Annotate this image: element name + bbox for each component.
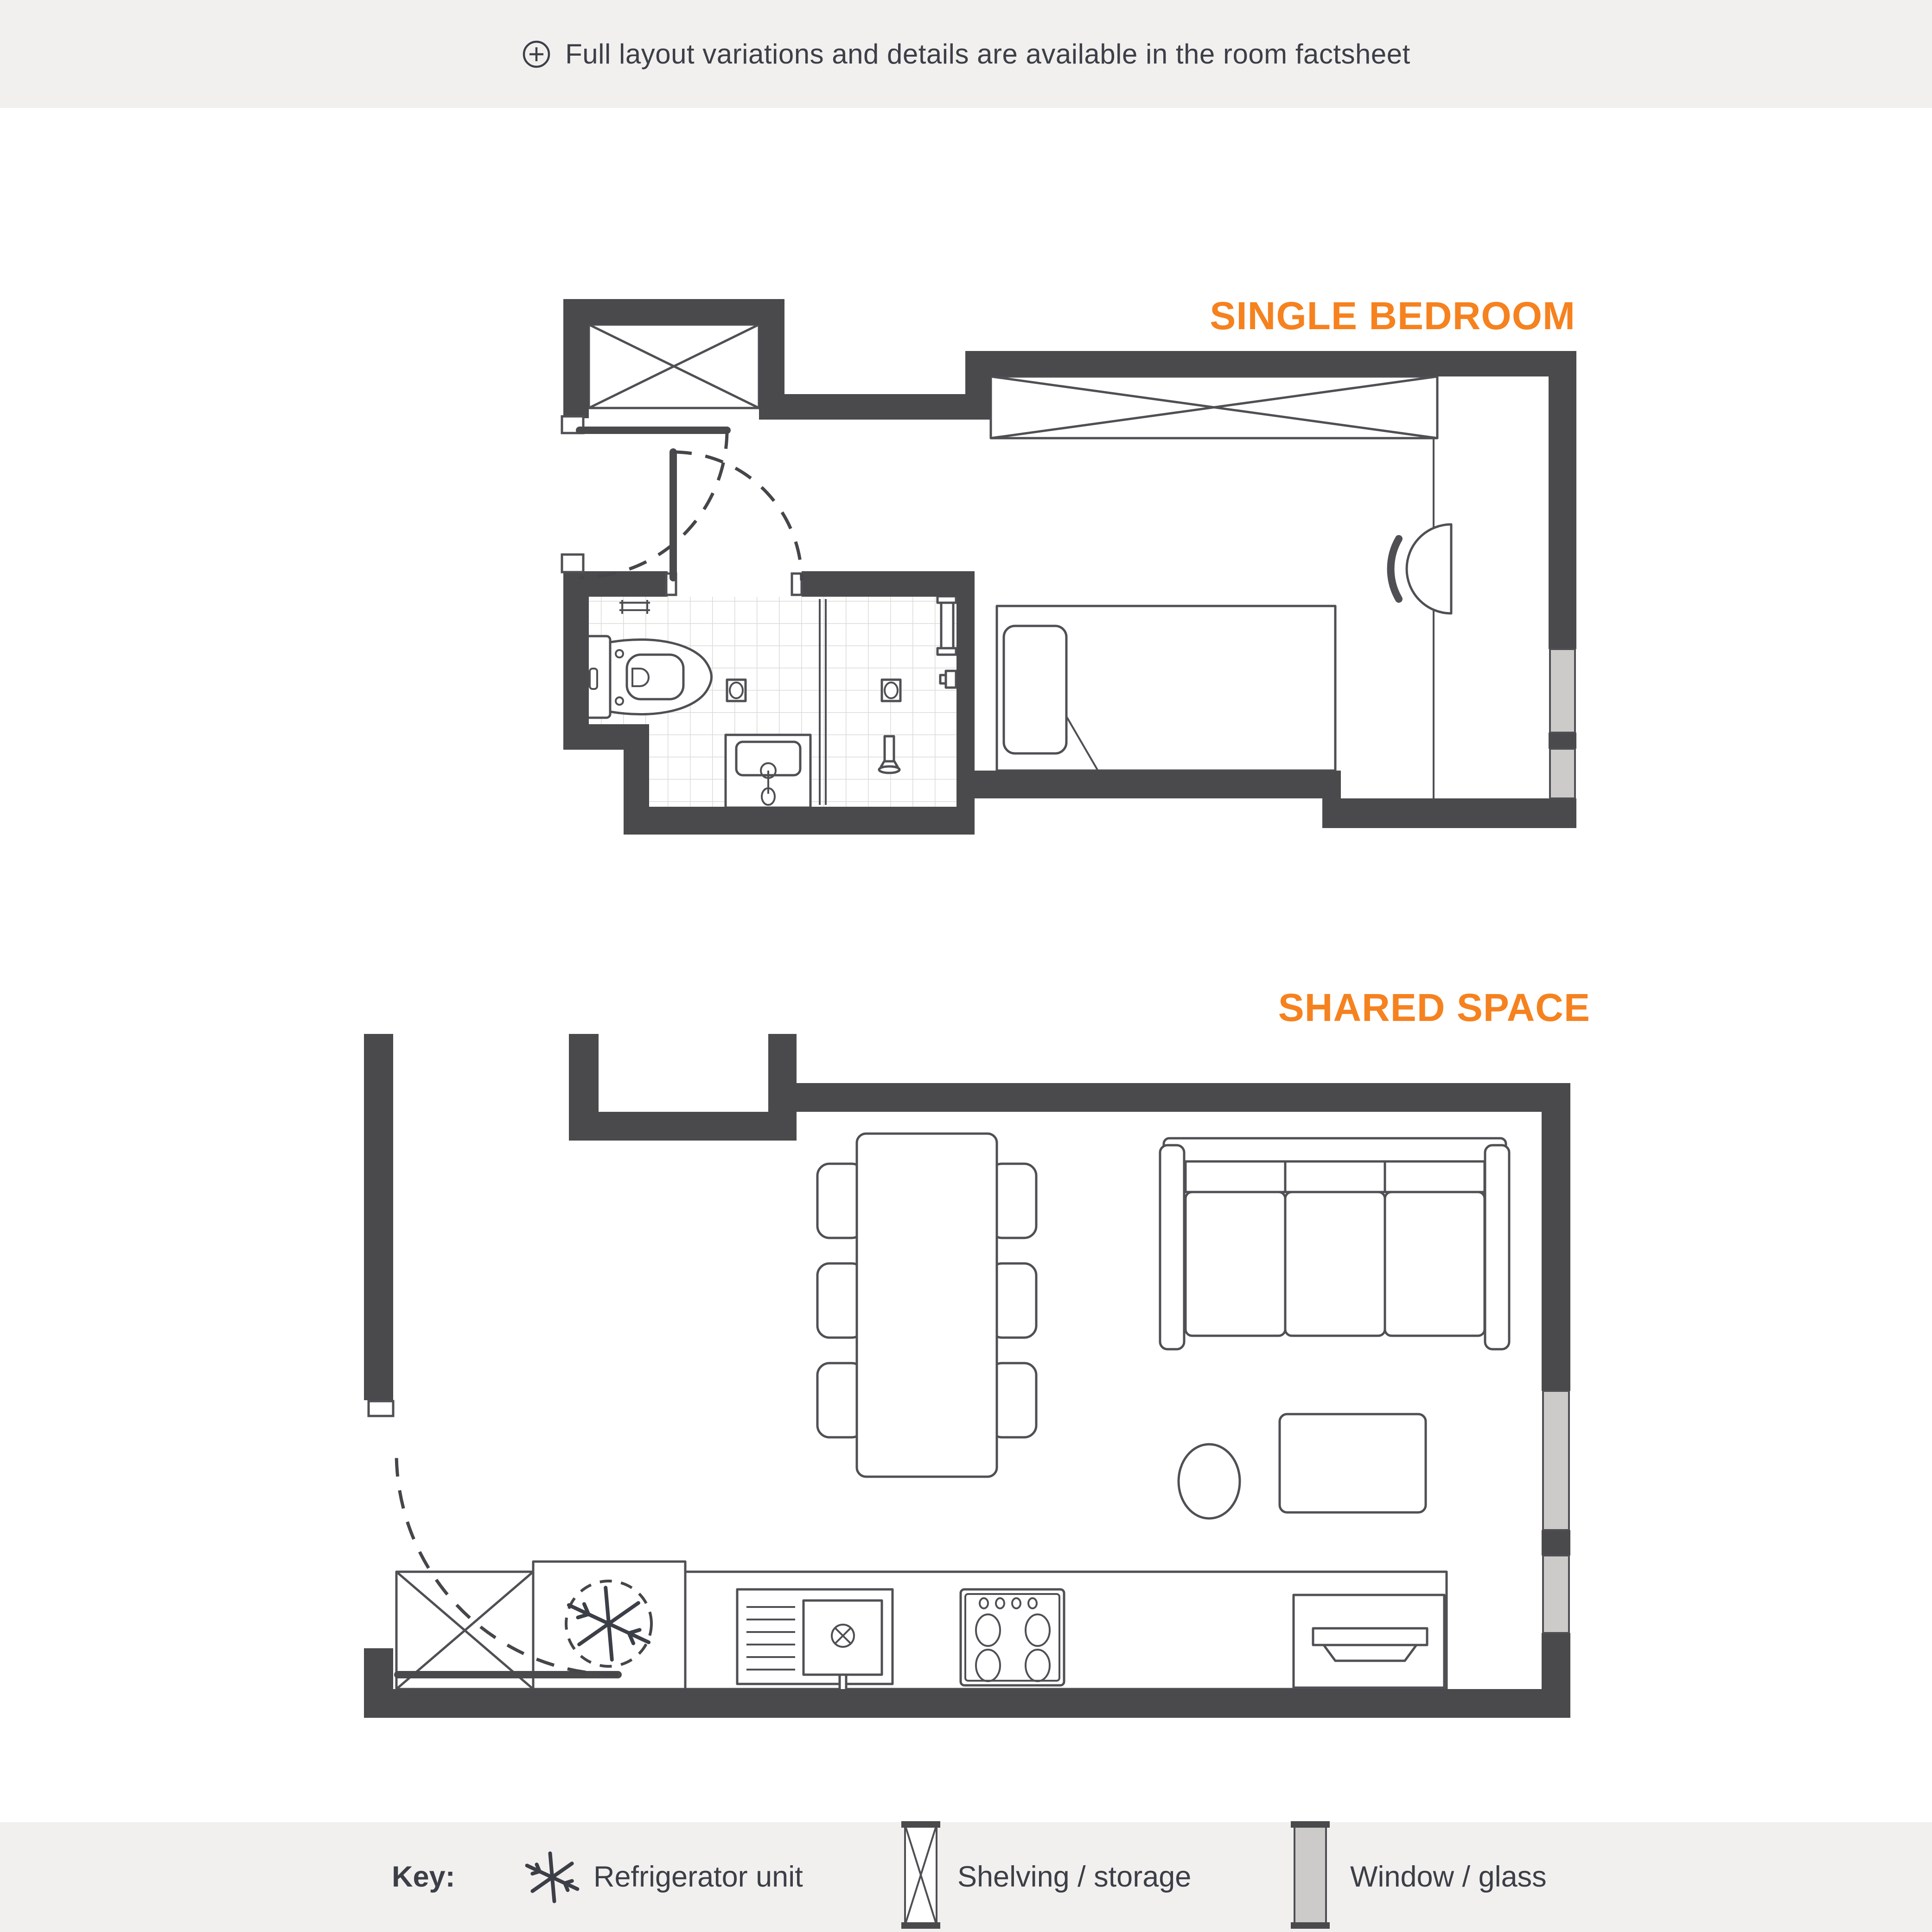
shared-space-label: SHARED SPACE [1278,986,1590,1029]
bathroom-door [673,452,802,580]
single-bedroom-plan [562,299,1576,835]
shelving-icon [901,1821,940,1929]
side-stool [1179,1444,1240,1518]
legend-window-label: Window / glass [1350,1861,1547,1893]
plus-circle-icon [522,39,551,69]
bathroom-sink [726,735,810,808]
wardrobe-shelving [991,376,1437,438]
door-frame [369,1401,393,1416]
bed [997,606,1335,771]
snowflake-icon [518,1843,586,1911]
legend-shelving-label: Shelving / storage [957,1861,1192,1893]
entry-door [580,430,727,578]
window-icon [1291,1821,1330,1929]
pillow [1004,626,1066,753]
window [1543,1391,1569,1530]
header-text: Full layout variations and details are available in the room factsheet [565,38,1410,70]
kitchen-sink [737,1589,893,1695]
closet-shelving [589,325,759,408]
desk-chair [1391,524,1451,613]
legend-refrigerator-label: Refrigerator unit [593,1861,803,1893]
floor-drain [882,680,900,701]
window [1543,1556,1569,1633]
coffee-table [1280,1414,1426,1512]
dining-table [857,1134,997,1477]
sofa [1160,1138,1509,1349]
stove [961,1589,1064,1685]
shower-rail [937,596,956,655]
refrigerator [533,1562,685,1689]
header-bar [0,0,1932,108]
key-title: Key: [392,1861,455,1893]
appliance-unit [1294,1595,1444,1688]
door-frame [562,555,583,572]
single-bedroom-label: SINGLE BEDROOM [1210,294,1575,338]
floor-drain [727,680,746,701]
window [1550,749,1575,798]
window [1550,649,1575,733]
shared-space-plan [364,1034,1570,1718]
